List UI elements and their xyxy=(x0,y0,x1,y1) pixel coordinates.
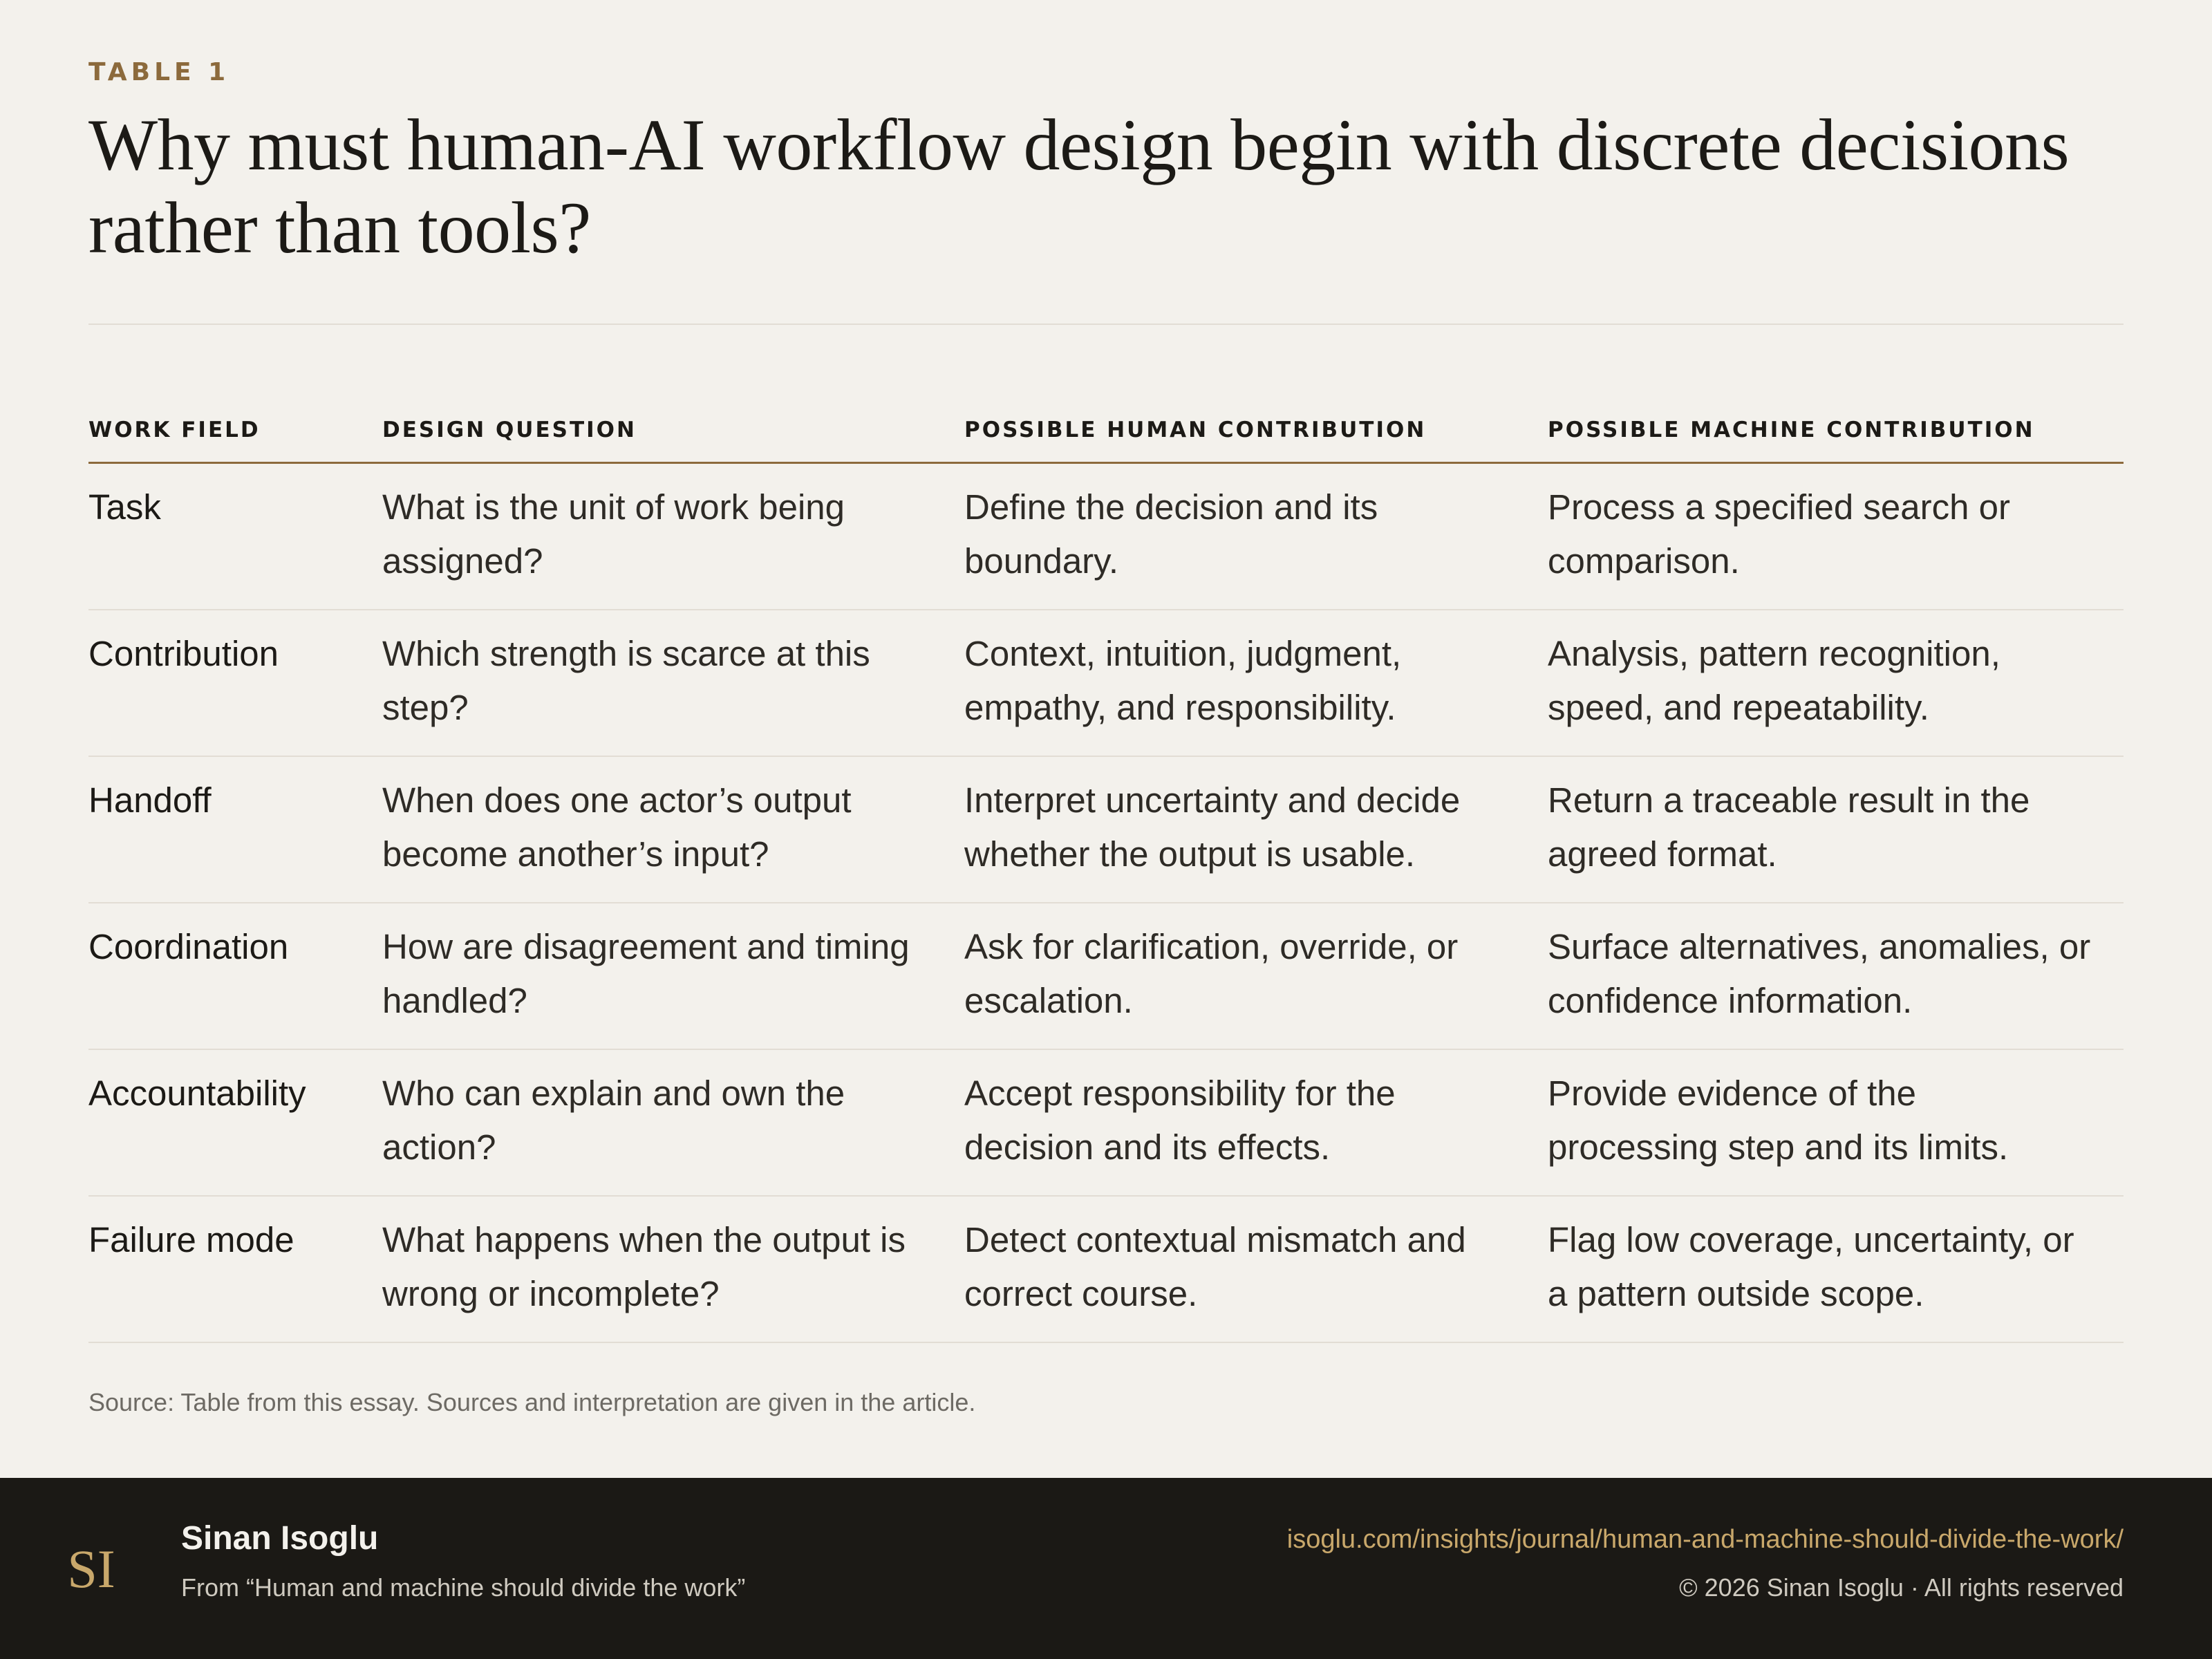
title-divider xyxy=(88,324,2124,325)
machine-contribution-cell: Analysis, pattern recognition, speed, and repeatability. xyxy=(1548,610,2124,756)
article-reference: From “Human and machine should divide the work” xyxy=(181,1573,746,1602)
column-header-design-question: DESIGN QUESTION xyxy=(382,401,964,463)
table-row xyxy=(88,756,2124,903)
table-header-row xyxy=(88,401,2124,463)
article-link[interactable]: isoglu.com/insights/journal/human-and-machine-should-divide-the-work/ xyxy=(1286,1525,2124,1554)
table-row xyxy=(88,1049,2124,1196)
table-label: TABLE 1 xyxy=(88,58,230,86)
machine-contribution-cell: Provide evidence of the processing step and its limits. xyxy=(1548,1049,2124,1196)
machine-contribution-cell: Process a specified search or comparison. xyxy=(1548,463,2124,610)
design-question-cell: How are disagreement and timing handled? xyxy=(382,903,964,1049)
column-header-human-contribution: POSSIBLE HUMAN CONTRIBUTION xyxy=(964,401,1548,463)
design-question-cell: Who can explain and own the action? xyxy=(382,1049,964,1196)
copyright-notice: © 2026 Sinan Isoglu · All rights reserved xyxy=(1679,1573,2124,1602)
page-title: Why must human-AI workflow design begin with discrete decisions rather than tools? xyxy=(88,104,2070,268)
table-row xyxy=(88,1196,2124,1342)
table-row xyxy=(88,463,2124,610)
workflow-table xyxy=(88,401,2124,1343)
design-question-cell: When does one actor’s output become another’s input? xyxy=(382,756,964,903)
design-question-cell: Which strength is scarce at this step? xyxy=(382,610,964,756)
svg-text:SI: SI xyxy=(67,1539,115,1599)
human-contribution-cell: Detect contextual mismatch and correct course. xyxy=(964,1196,1548,1342)
human-contribution-cell: Context, intuition, judgment, empathy, and responsibility. xyxy=(964,610,1548,756)
machine-contribution-cell: Flag low coverage, uncertainty, or a pattern outside scope. xyxy=(1548,1196,2124,1342)
design-question-cell: What happens when the output is wrong or incomplete? xyxy=(382,1196,964,1342)
work-field-cell: Accountability xyxy=(88,1049,382,1196)
footer xyxy=(0,1478,2212,1659)
human-contribution-cell: Interpret uncertainty and decide whether the output is usable. xyxy=(964,756,1548,903)
human-contribution-cell: Ask for clarification, override, or escalation. xyxy=(964,903,1548,1049)
si-monogram-logo xyxy=(64,1539,119,1601)
work-field-cell: Handoff xyxy=(88,756,382,903)
work-field-cell: Failure mode xyxy=(88,1196,382,1342)
human-contribution-cell: Define the decision and its boundary. xyxy=(964,463,1548,610)
author-name: Sinan Isoglu xyxy=(181,1520,379,1557)
table-row xyxy=(88,903,2124,1049)
table-row xyxy=(88,610,2124,756)
machine-contribution-cell: Surface alternatives, anomalies, or confidence information. xyxy=(1548,903,2124,1049)
work-field-cell: Coordination xyxy=(88,903,382,1049)
column-header-work-field: WORK FIELD xyxy=(88,401,382,463)
column-header-machine-contribution: POSSIBLE MACHINE CONTRIBUTION xyxy=(1548,401,2124,463)
work-field-cell: Contribution xyxy=(88,610,382,756)
human-contribution-cell: Accept responsibility for the decision and its effects. xyxy=(964,1049,1548,1196)
work-field-cell: Task xyxy=(88,463,382,610)
design-question-cell: What is the unit of work being assigned? xyxy=(382,463,964,610)
machine-contribution-cell: Return a traceable result in the agreed format. xyxy=(1548,756,2124,903)
source-note: Source: Table from this essay. Sources and interpretation are given in the article. xyxy=(88,1388,976,1416)
